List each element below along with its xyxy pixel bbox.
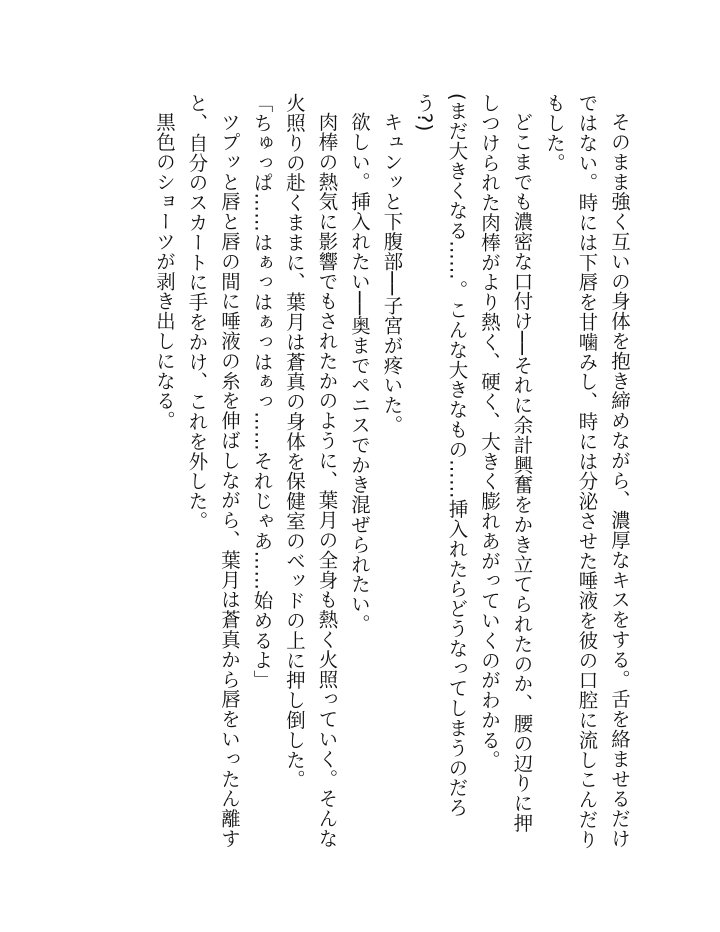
- paragraph-8: ツプッと唇と唇の間に唾液の糸を伸ばしながら、葉月は蒼真から唇をいったん離すと、自分のスカートに手をかけ、これを外した。: [185, 93, 241, 849]
- paragraph-6: 肉棒の熱気に影響でもされたかのように、葉月の全身も熱く火照っていく。そんな火照りの赴くままに、葉月は蒼真の身体を保健室のベッドの上に押し倒した。: [283, 93, 339, 849]
- paragraph-1: そのまま強く互いの身体を抱き締めながら、濃厚なキスをする。舌を絡ませるだけではない。時には下唇を甘噛みし、時には分泌させた唾液を彼の口腔に流しこんだりもした。: [543, 93, 631, 850]
- paragraph-3: (まだ大きくなる……。こんな大きなもの……挿入れたらどうなってしまうのだろう?): [413, 93, 469, 818]
- paragraph-4: キュンッと下腹部──子宮が疼いた。: [380, 112, 404, 436]
- paragraph-5: 欲しい。挿入れたい──奥までペニスでかき混ぜられたい。: [348, 112, 371, 635]
- paragraph-2: どこまでも濃密な口付け──それに余計興奮をかき立てられたのか、腰の辺りに押しつけられた肉棒がより熱く、硬く、大きく膨れあがっていくのがわかる。: [478, 93, 534, 834]
- paragraph-9: 黒色のショーツが剥き出しになる。: [153, 112, 176, 431]
- vertical-text-body: [75, 93, 635, 853]
- paragraph-7: 「ちゅっぱ……はぁっはぁっはぁっ……それじゃあ……始めるよ」: [250, 93, 274, 690]
